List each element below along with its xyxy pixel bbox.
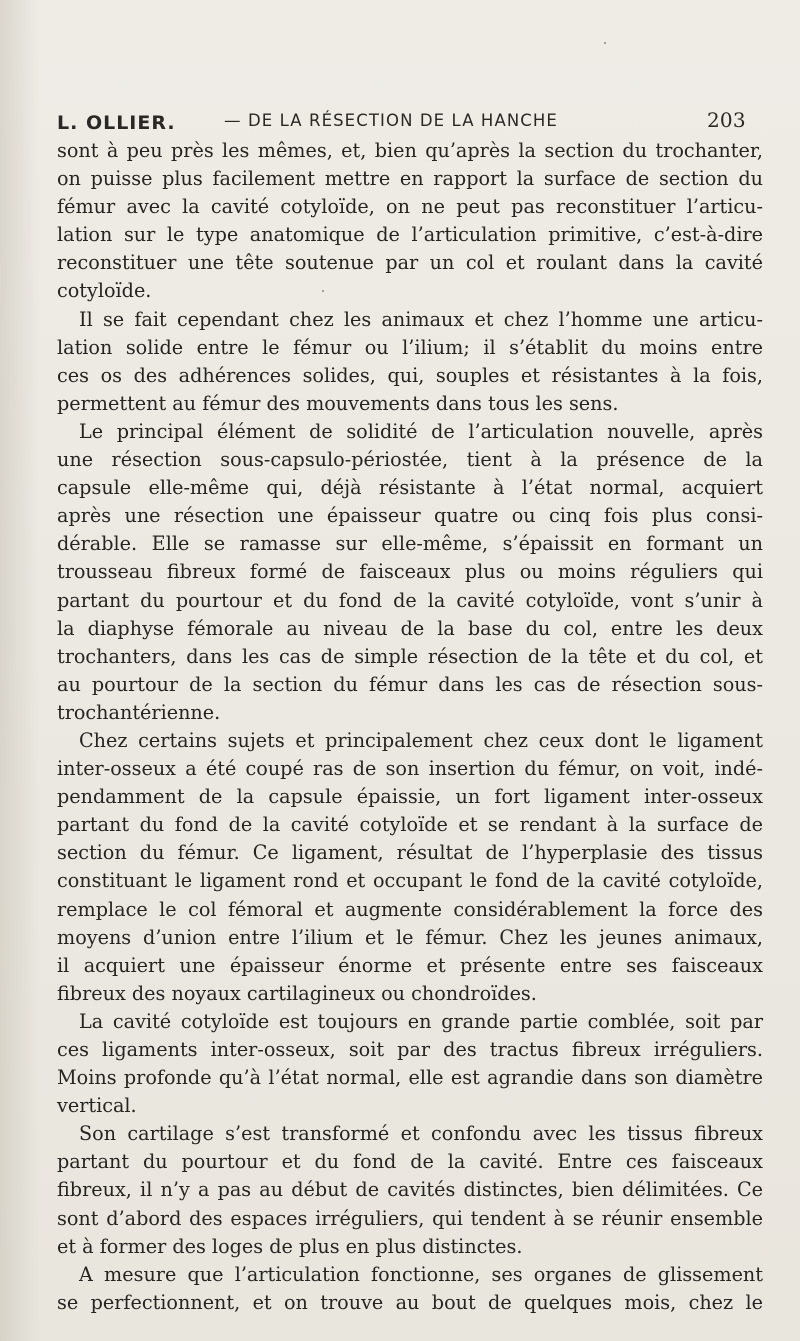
text-line: A mesure que l’articulation fonctionne, ses organes de glissement — [79, 1262, 763, 1286]
running-head-title: — DE LA RÉSECTION DE LA HANCHE — [224, 111, 558, 130]
text-line: trousseau fibreux formé de faisceaux plus ou moins réguliers qui — [57, 560, 763, 584]
text-line: Chez certains sujets et principalement chez ceux dont le ligament — [79, 728, 763, 752]
running-head — [57, 108, 757, 138]
text-line: ces os des adhérences solides, qui, souples et résistantes à la fois, — [57, 363, 763, 387]
text-line: vertical. — [57, 1094, 137, 1118]
text-line: la diaphyse fémorale au niveau de la base du col, entre les deux — [57, 616, 763, 640]
text-line: après une résection une épaisseur quatre ou cinq fois plus consi- — [57, 504, 763, 528]
text-line: capsule elle-même qui, déjà résistante à l’état normal, acquiert — [57, 476, 763, 500]
text-line: inter-osseux a été coupé ras de son insertion du fémur, on voit, indé- — [57, 757, 763, 781]
text-line: fibreux des noyaux cartilagineux ou chondroïdes. — [57, 981, 537, 1005]
text-line: partant du pourtour et du fond de la cavité. Entre ces faisceaux — [57, 1150, 763, 1174]
text-line: fémur avec la cavité cotyloïde, on ne peut pas reconstituer l’articu- — [57, 195, 763, 219]
text-line: cotyloïde. — [57, 279, 152, 303]
text-line: au pourtour de la section du fémur dans les cas de résection sous- — [57, 672, 763, 696]
text-line: et à former des loges de plus en plus distinctes. — [57, 1234, 523, 1258]
text-line: permettent au fémur des mouvements dans tous les sens. — [57, 391, 619, 415]
text-line: partant du fond de la cavité cotyloïde et se rendant à la surface de — [57, 813, 763, 837]
text-line: pendamment de la capsule épaissie, un fort ligament inter-osseux — [57, 785, 763, 809]
body-text — [57, 137, 763, 1317]
running-head-author: L. OLLIER. — [57, 112, 176, 134]
text-line: Il se fait cependant chez les animaux et chez l’homme une articu- — [79, 307, 763, 331]
text-line: sont à peu près les mêmes, et, bien qu’après la section du trochanter, — [57, 139, 763, 162]
text-line: reconstituer une tête soutenue par un col et roulant dans la cavité — [57, 251, 763, 275]
page-number: 203 — [707, 108, 746, 132]
text-line: fibreux, il n’y a pas au début de cavités distinctes, bien délimitées. Ce — [57, 1178, 763, 1202]
text-line: La cavité cotyloïde est toujours en grande partie comblée, soit par — [79, 1009, 763, 1033]
text-line: une résection sous-capsulo-périostée, tient à la présence de la — [57, 448, 763, 472]
text-line: Son cartilage s’est transformé et confondu avec les tissus fibreux — [79, 1122, 763, 1146]
text-line: sont d’abord des espaces irréguliers, qui tendent à se réunir ensemble — [57, 1206, 763, 1230]
text-line: se perfectionnent, et on trouve au bout de quelques mois, chez le — [57, 1290, 763, 1314]
text-line: Moins profonde qu’à l’état normal, elle est agrandie dans son diamètre — [57, 1066, 763, 1090]
text-line: dérable. Elle se ramasse sur elle-même, s’épaissit en formant un — [57, 532, 763, 556]
text-line: on puisse plus facilement mettre en rapport la surface de section du — [57, 167, 763, 191]
text-line: ces ligaments inter-osseux, soit par des tractus fibreux irréguliers. — [57, 1038, 763, 1061]
text-line: trochanters, dans les cas de simple résection de la tête et du col, et — [57, 644, 763, 668]
text-line: moyens d’union entre l’ilium et le fémur. Chez les jeunes animaux, — [57, 925, 763, 949]
paper-speck — [604, 42, 606, 44]
text-line: partant du pourtour et du fond de la cavité cotyloïde, vont s’unir à — [57, 588, 763, 612]
text-line: lation solide entre le fémur ou l’ilium; il s’établit du moins entre — [57, 335, 763, 359]
paper-speck — [322, 290, 324, 292]
text-line: Le principal élément de solidité de l’articulation nouvelle, après — [79, 419, 763, 443]
text-line: remplace le col fémoral et augmente considérablement la force des — [57, 897, 763, 921]
text-line: il acquiert une épaisseur énorme et présente entre ses faisceaux — [57, 953, 763, 977]
text-line: lation sur le type anatomique de l’articulation primitive, c’est-à-dire — [57, 223, 763, 247]
text-line: constituant le ligament rond et occupant le fond de la cavité cotyloïde, — [57, 869, 763, 893]
text-line: section du fémur. Ce ligament, résultat de l’hyperplasie des tissus — [57, 841, 763, 865]
text-line: trochantérienne. — [57, 700, 221, 724]
